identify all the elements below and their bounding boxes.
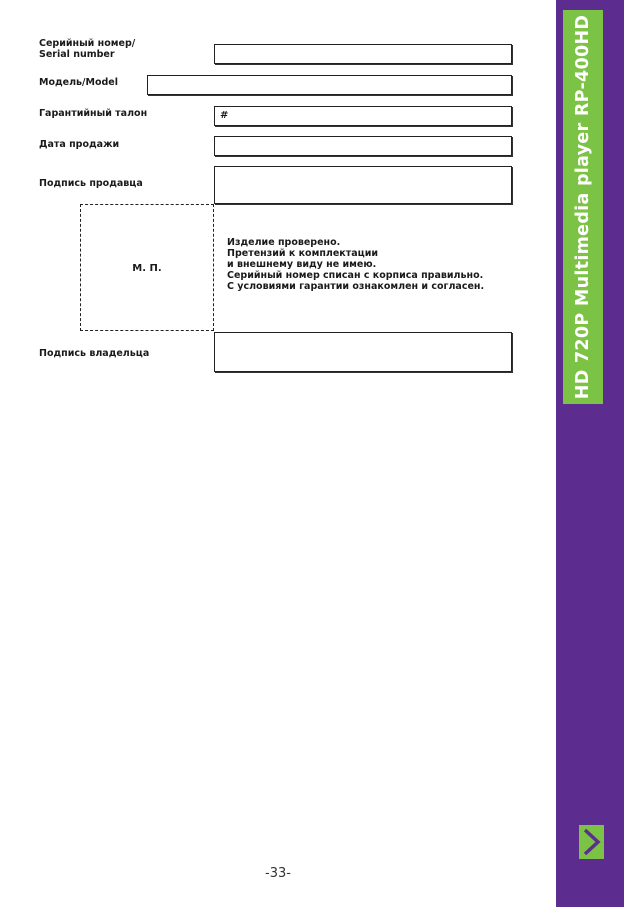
serial-number-label <box>39 38 135 60</box>
serial-label-en: Serial number <box>39 49 115 60</box>
seller-signature-label: Подпись продавца <box>39 178 143 189</box>
stamp-area <box>80 204 214 331</box>
warranty-label: Гарантийный талон <box>39 108 148 119</box>
product-title: HD 720P Multimedia player RP-400HD <box>573 14 593 400</box>
warranty-value: # <box>220 110 229 121</box>
page-number: -33- <box>265 866 291 881</box>
notice-line: Претензий к комплектации <box>227 248 379 259</box>
next-page-button[interactable] <box>579 825 604 859</box>
model-field[interactable] <box>147 75 512 95</box>
confirmation-notice <box>227 237 484 292</box>
notice-line: С условиями гарантии ознакомлен и согласен. <box>227 281 485 292</box>
notice-line: Серийный номер списан с корписа правильно. <box>227 270 484 281</box>
warranty-field[interactable] <box>214 106 512 126</box>
serial-number-field[interactable] <box>214 44 512 64</box>
sale-date-label: Дата продажи <box>39 139 120 150</box>
stamp-label: М. П. <box>132 263 162 274</box>
chevron-right-icon <box>579 825 604 859</box>
owner-signature-label: Подпись владельца <box>39 348 150 359</box>
notice-line: и внешнему виду не имею. <box>227 259 377 270</box>
seller-signature-field[interactable] <box>214 166 512 204</box>
sale-date-field[interactable] <box>214 136 512 156</box>
notice-line: Изделие проверено. <box>227 237 341 248</box>
model-label: Модель/Model <box>39 77 119 88</box>
serial-label-ru: Серийный номер/ <box>39 38 136 49</box>
owner-signature-field[interactable] <box>214 332 512 372</box>
